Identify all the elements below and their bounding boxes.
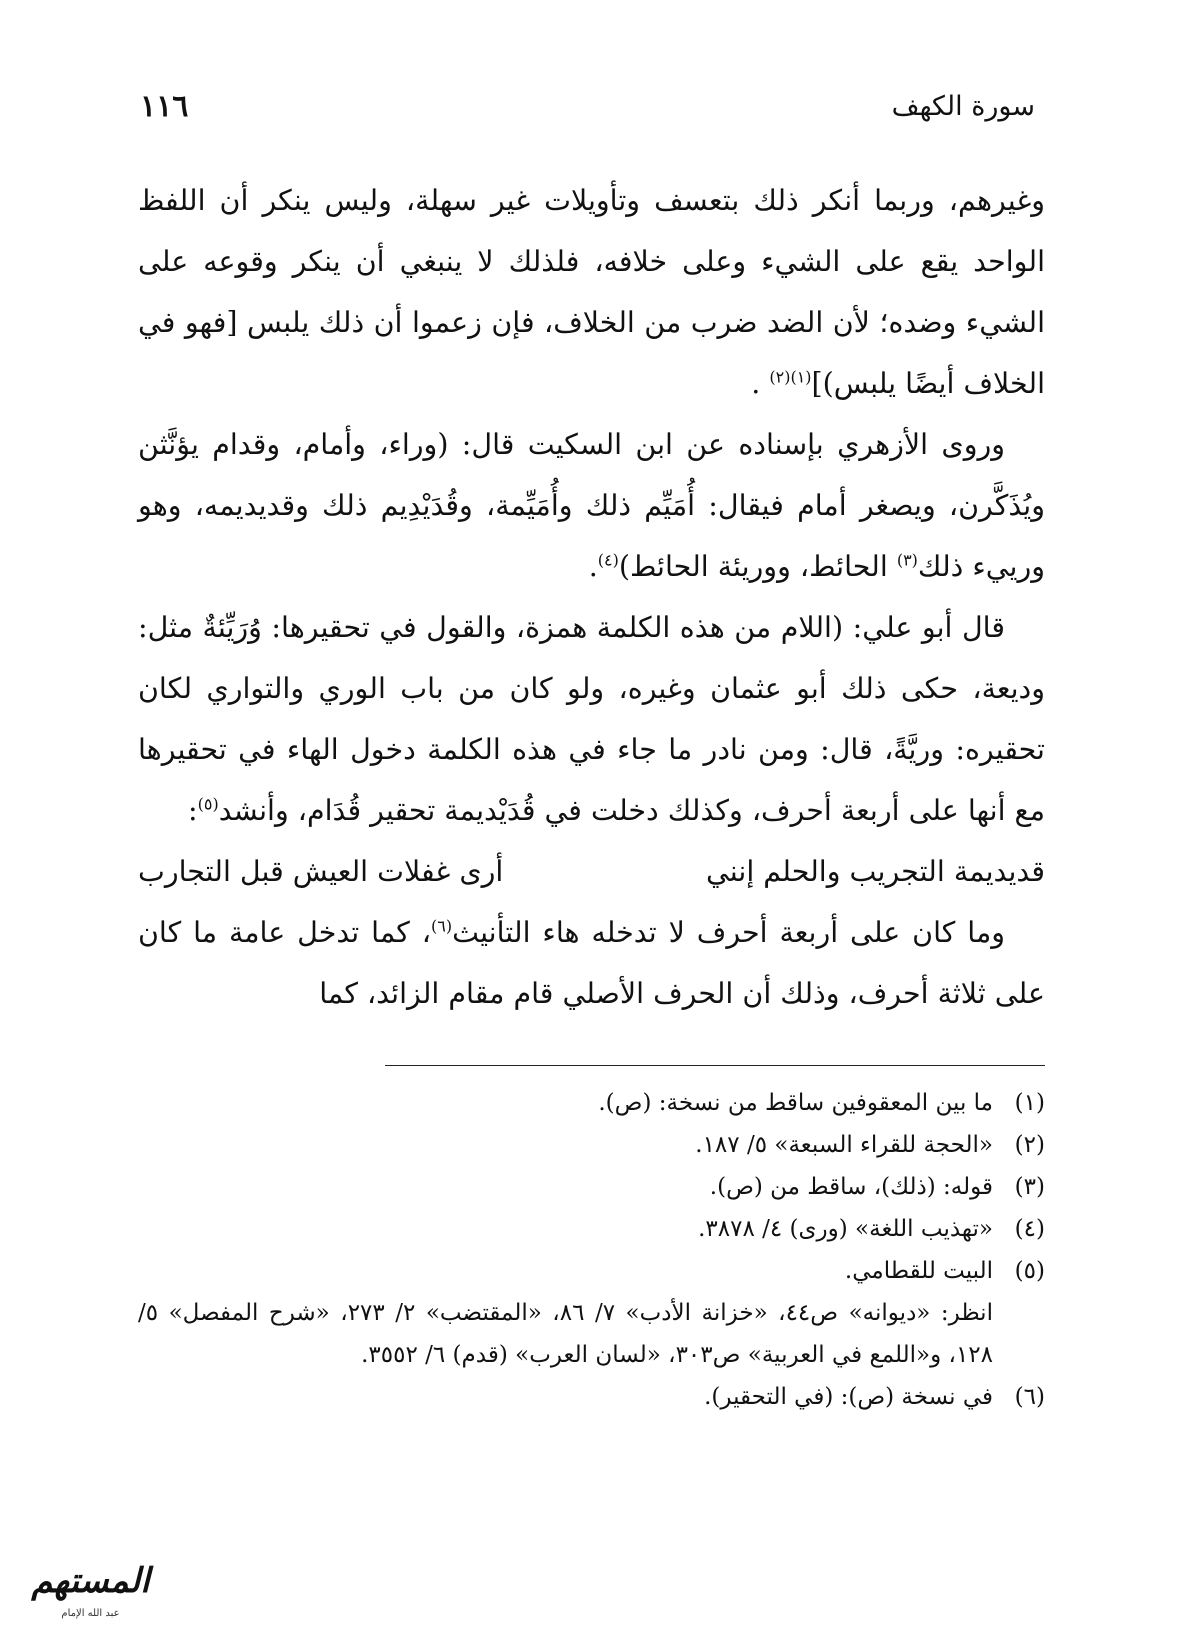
footnotes: [138, 1082, 1045, 1418]
footnote-text: «تهذيب اللغة» (ورى) ٤/ ٣٨٧٨.: [698, 1216, 993, 1242]
paragraph-1: [138, 170, 1045, 414]
logo-subtext: عبد الله الإمام: [61, 1608, 120, 1619]
surah-title: سورة الكهف: [891, 90, 1035, 122]
footnote: [138, 1208, 1045, 1250]
paragraph-1-text: وغيرهم، وربما أنكر ذلك بتعسف وتأويلات غير سهلة، وليس ينكر أن اللفظ الواحد يقع على الشيء وعلى خلافه، فلذلك لا ينبغي أن ينكر وقوعه على الشيء وضده؛ لأن الضد ضرب من الخلاف، فإن زعموا أن ذلك يلبس [فهو في الخلاف أيضًا يلبس)]: [138, 184, 1045, 400]
footnote-text: قوله: (ذلك)، ساقط من (ص).: [709, 1174, 993, 1200]
paragraph-1-end: .: [751, 367, 770, 400]
footnote-marker: (١)(٢): [769, 367, 812, 387]
paragraph-3: [138, 597, 1045, 841]
footnote-divider: [385, 1065, 1045, 1066]
footnote-number: (٣): [1014, 1174, 1045, 1200]
footnote-marker: (٣): [896, 550, 918, 570]
running-head: [140, 86, 1035, 126]
footnote-text: ما بين المعقوفين ساقط من نسخة: (ص).: [598, 1090, 993, 1116]
main-text: [138, 170, 1045, 1024]
paragraph-2-text: وروى الأزهري بإسناده عن ابن السكيت قال: (وراء، وأمام، وقدام يؤنَّثن ويُذَكَّرن، ويصغر أمام فيقال: أُمَيِّم ذلك وأُمَيِّمة، وقُدَيْدِيم ذلك وقديديمه، وهو ورييء ذلك: [138, 428, 1045, 583]
footnote-text: البيت للقطامي.: [844, 1258, 993, 1284]
footnote: [138, 1166, 1045, 1208]
footnote-number: (١): [1014, 1090, 1045, 1116]
poetry-verse: [138, 841, 1045, 902]
footnote-number: (٢): [1014, 1132, 1045, 1158]
verse-hemistich-left: أرى غفلات العيش قبل التجارب: [138, 855, 504, 888]
paragraph-4-rest: ، كما تدخل عامة ما كان على ثلاثة أحرف، وذلك أن الحرف الأصلي قام مقام الزائد، كما: [138, 916, 1045, 1010]
paragraph-3-text: قال أبو علي: (اللام من هذه الكلمة همزة، والقول في تحقيرها: وُرَيِّئةٌ مثل: وديعة، حكى ذلك أبو عثمان وغيره، ولو كان من باب الوري والتواري لكان تحقيره: وريَّةً، قال: ومن نادر ما جاء في هذه الكلمة دخول الهاء في تحقيرها مع أنها على أربعة أحرف، وكذلك دخلت في قُدَيْديمة تحقير قُدَام، وأنشد: [138, 611, 1045, 827]
footnote: [138, 1376, 1045, 1418]
footnote-number: (٥): [1014, 1258, 1045, 1284]
paragraph-4-text: وما كان على أربعة أحرف لا تدخله هاء التأنيث: [452, 916, 1005, 949]
publisher-logo: [8, 1555, 173, 1645]
paragraph-4: [138, 902, 1045, 1024]
page-number: ١١٦: [140, 88, 189, 124]
footnote-number: (٤): [1014, 1216, 1045, 1242]
footnote-text: «الحجة للقراء السبعة» ٥/ ١٨٧.: [695, 1132, 993, 1158]
paragraph-2-mid: الحائط، ووريئة الحائط): [618, 550, 897, 583]
footnote-marker: (٦): [431, 916, 453, 936]
footnote-marker: (٥): [197, 794, 219, 814]
footnote: [138, 1082, 1045, 1124]
footnote: [138, 1250, 1045, 1292]
paragraph-3-end: :: [188, 794, 198, 827]
footnote-number: (٦): [1014, 1384, 1045, 1410]
logo-mark: المستهم: [31, 1561, 150, 1601]
footnote-text: في نسخة (ص): (في التحقير).: [704, 1384, 993, 1410]
footnote-marker: (٤): [597, 550, 619, 570]
footnote: [138, 1124, 1045, 1166]
paragraph-2-end: .: [588, 550, 598, 583]
paragraph-2: [138, 414, 1045, 597]
footnote-continuation: انظر: «ديوانه» ص٤٤، «خزانة الأدب» ٧/ ٨٦، «المقتضب» ٢/ ٢٧٣، «شرح المفصل» ٥/ ١٢٨، و«اللمع في العربية» ص٣٠٣، «لسان العرب» (قدم) ٦/ ٣٥٥٢.: [138, 1300, 993, 1368]
verse-hemistich-right: قديديمة التجريب والحلم إنني: [706, 855, 1045, 888]
